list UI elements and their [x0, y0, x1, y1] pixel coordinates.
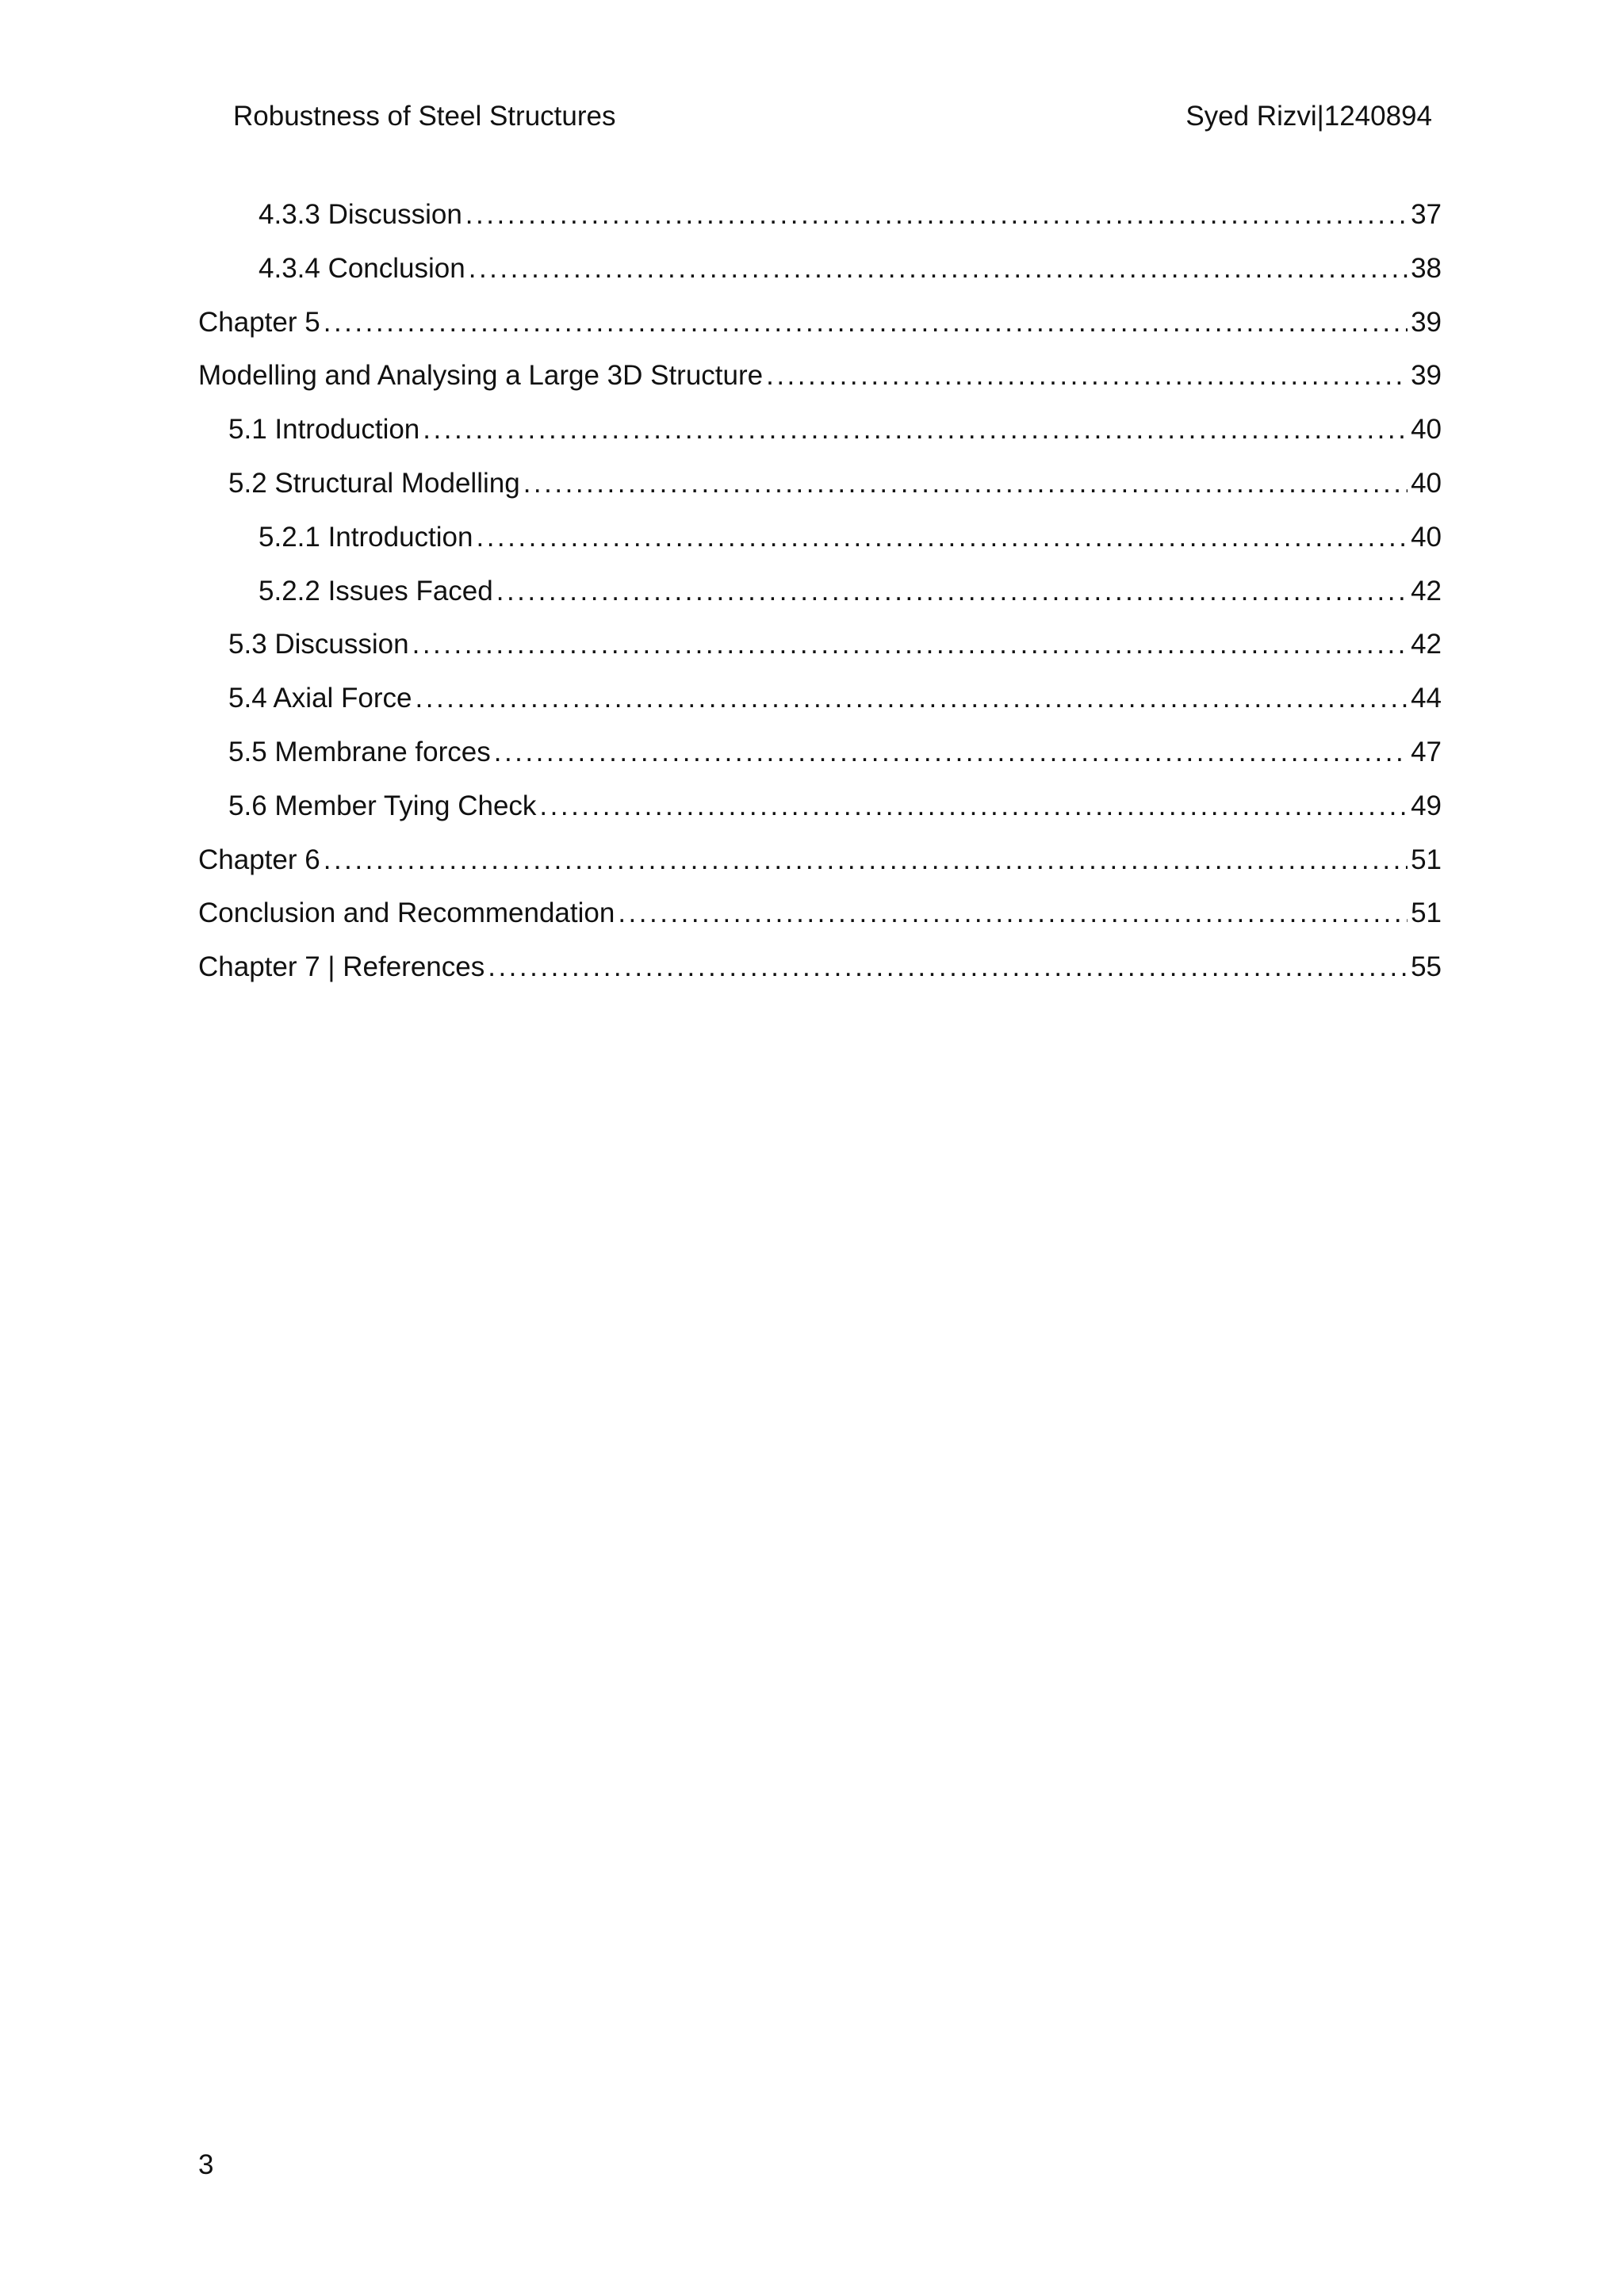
toc-entry-page: 55 — [1411, 951, 1442, 983]
table-of-contents — [198, 195, 1442, 1001]
toc-entry-page: 39 — [1411, 360, 1442, 392]
toc-entry-page: 42 — [1411, 629, 1442, 660]
toc-dot-leader — [465, 195, 1408, 235]
toc-dot-leader — [469, 249, 1408, 289]
toc-entry-title: Modelling and Analysing a Large 3D Structure — [198, 360, 764, 392]
toc-entry-title: Chapter 6 — [198, 844, 320, 875]
toc-entry-page: 39 — [1411, 306, 1442, 338]
toc-entry-page: 49 — [1411, 790, 1442, 821]
toc-entry[interactable] — [198, 572, 1442, 626]
toc-entry-title: Conclusion and Recommendation — [198, 897, 615, 929]
toc-entry-title: 5.2 Structural Modelling — [228, 467, 520, 499]
toc-entry-title: 5.1 Introduction — [228, 414, 420, 446]
toc-entry[interactable] — [198, 894, 1442, 947]
toc-entry-page: 51 — [1411, 844, 1442, 875]
toc-entry-page: 40 — [1411, 521, 1442, 553]
toc-entry[interactable] — [198, 733, 1442, 786]
toc-entry-title: 4.3.4 Conclusion — [259, 252, 465, 284]
toc-entry-title: 5.6 Member Tying Check — [228, 790, 537, 821]
toc-entry[interactable] — [198, 464, 1442, 518]
toc-dot-leader — [324, 303, 1408, 342]
toc-entry-title: Chapter 5 — [198, 306, 320, 338]
toc-entry-title: 5.2.1 Introduction — [259, 521, 473, 553]
page-header — [233, 97, 1432, 136]
toc-entry-title: 5.2.2 Issues Faced — [259, 575, 493, 607]
toc-entry-title: 5.4 Axial Force — [228, 683, 412, 714]
toc-dot-leader — [416, 679, 1408, 718]
toc-entry[interactable] — [198, 303, 1442, 357]
toc-entry-page: 37 — [1411, 199, 1442, 230]
toc-entry[interactable] — [198, 786, 1442, 840]
toc-entry[interactable] — [198, 410, 1442, 464]
toc-entry-page: 51 — [1411, 897, 1442, 929]
toc-dot-leader — [539, 786, 1408, 826]
author-id: Syed Rizvi|1240894 — [1185, 101, 1432, 132]
toc-dot-leader — [618, 894, 1408, 933]
toc-entry[interactable] — [198, 356, 1442, 410]
toc-entry[interactable] — [198, 840, 1442, 894]
toc-entry-page: 44 — [1411, 683, 1442, 714]
toc-entry[interactable] — [198, 625, 1442, 679]
toc-dot-leader — [766, 356, 1408, 396]
toc-entry-page: 40 — [1411, 414, 1442, 446]
toc-dot-leader — [488, 947, 1408, 987]
toc-entry[interactable] — [198, 679, 1442, 733]
toc-dot-leader — [423, 410, 1408, 450]
toc-entry-page: 47 — [1411, 736, 1442, 767]
document-title: Robustness of Steel Structures — [233, 101, 616, 132]
toc-entry[interactable] — [198, 518, 1442, 572]
toc-entry[interactable] — [198, 195, 1442, 249]
toc-entry-title: 5.5 Membrane forces — [228, 736, 491, 767]
page-number: 3 — [198, 2149, 214, 2180]
toc-dot-leader — [494, 733, 1408, 772]
toc-entry[interactable] — [198, 249, 1442, 303]
toc-dot-leader — [476, 518, 1408, 557]
toc-entry-title: 4.3.3 Discussion — [259, 199, 462, 230]
toc-entry-page: 42 — [1411, 575, 1442, 607]
toc-dot-leader — [496, 572, 1408, 611]
toc-entry[interactable] — [198, 947, 1442, 1001]
toc-dot-leader — [412, 625, 1408, 664]
toc-dot-leader — [324, 840, 1408, 880]
toc-dot-leader — [523, 464, 1408, 503]
toc-entry-title: 5.3 Discussion — [228, 629, 409, 660]
toc-entry-page: 38 — [1411, 252, 1442, 284]
toc-entry-page: 40 — [1411, 467, 1442, 499]
toc-entry-title: Chapter 7 | References — [198, 951, 485, 983]
